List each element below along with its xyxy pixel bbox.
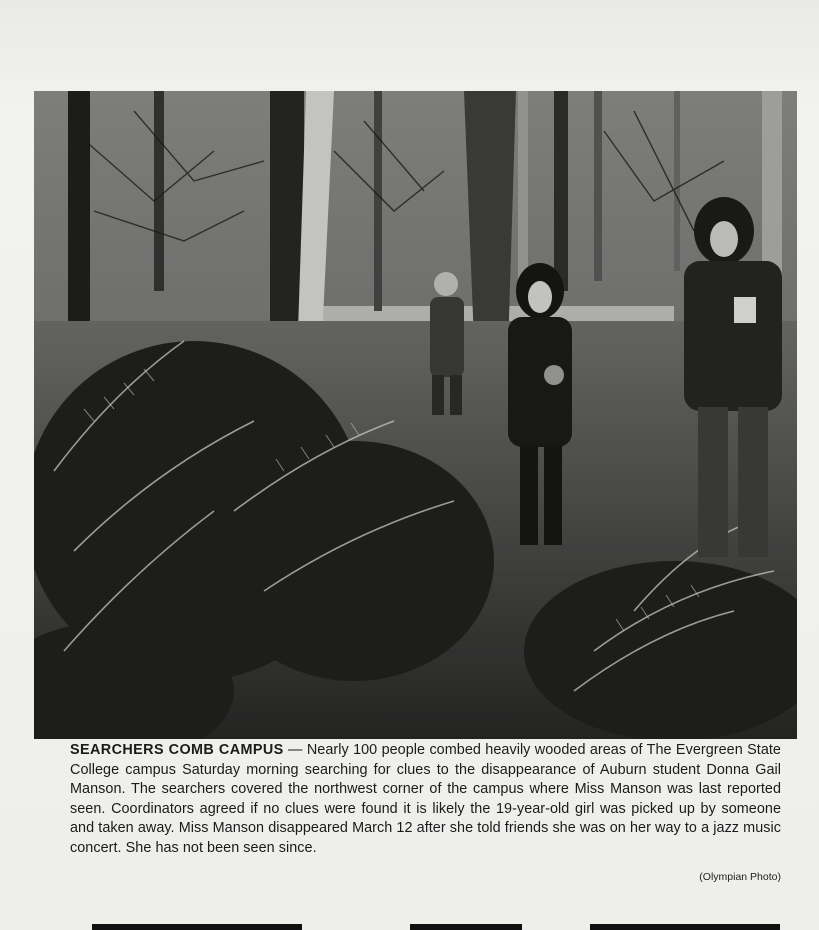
forest-search-photo	[34, 91, 797, 739]
caption-body: — Nearly 100 people combed heavily wooded areas of The Evergreen State College campus Saturday morning searching for clues to the disappearance of Auburn student Donna Gail Manson. The searchers covered the northwest corner of the campus where Miss Manson was last reported seen. Coordinators agreed if no clues were found it is likely the 19-year-old girl was picked up by someone and taken away. Miss Manson disappeared March 12 after she told friends she was on her way to a jazz music concert. She has not been seen since.	[70, 742, 781, 856]
photo-credit: (Olympian Photo)	[699, 871, 781, 883]
caption-headline: SEARCHERS COMB CAMPUS	[70, 742, 284, 758]
headline-letter-fragment	[590, 924, 780, 930]
photo-caption	[70, 741, 781, 859]
headline-letter-fragment	[92, 924, 302, 930]
news-photograph	[34, 91, 797, 739]
headline-letter-fragment	[410, 924, 522, 930]
next-article-headline-fragment	[0, 902, 819, 930]
